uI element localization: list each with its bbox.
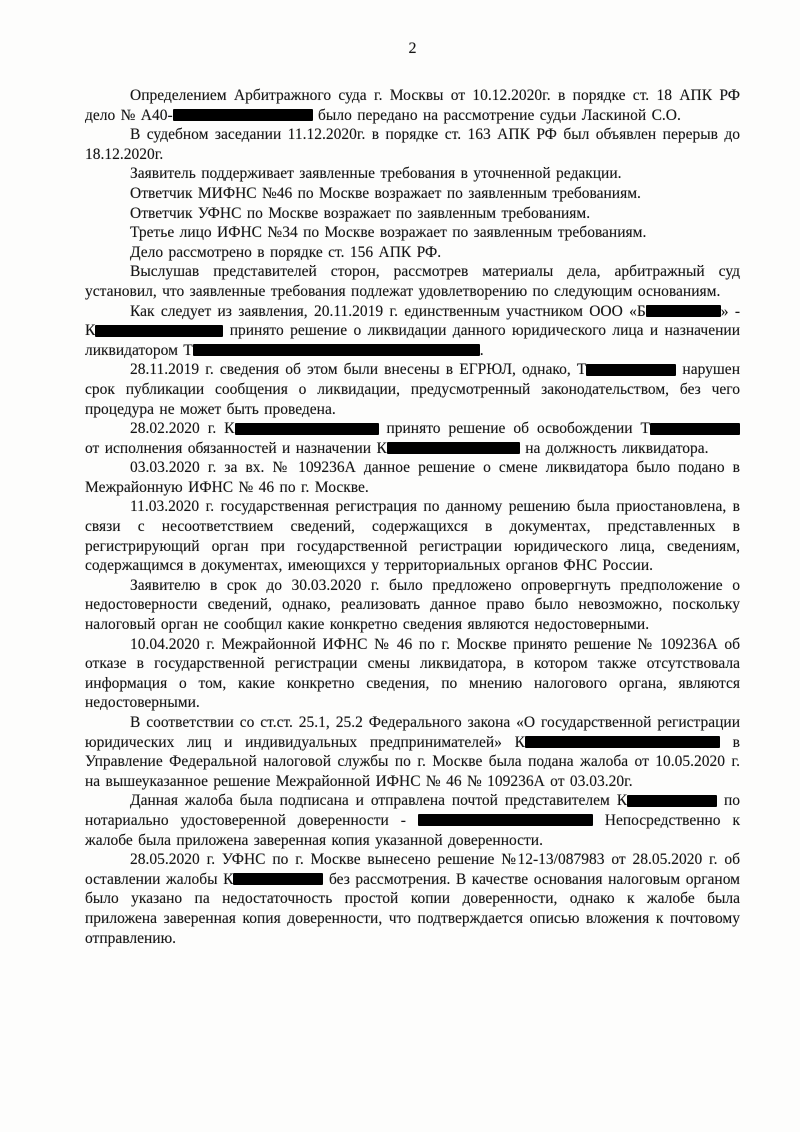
paragraph: 28.02.2020 г. К принято решение об освобождении Т от исполнения обязанностей и назначении К на должность ликвидатора.: [85, 419, 740, 458]
paragraph: Ответчик МИФНС №46 по Москве возражает по заявленным требованиям.: [130, 184, 641, 202]
document-body: [85, 86, 740, 948]
page-number: 2: [408, 40, 417, 57]
redaction-bar: [586, 364, 676, 376]
paragraph: Заявителю в срок до 30.03.2020 г. было предложено опровергнуть предположение о недостоверности сведений, однако, реализовать данное право было невозможно, поскольку налоговый орган не сообщил какие конкретно сведения являются недостоверными.: [85, 576, 740, 634]
paragraph: 28.11.2019 г. сведения об этом были внесены в ЕГРЮЛ, однако, Т нарушен срок публикации сообщения о ликвидации, предусмотренный законодательством, без чего процедура не может быть проведена.: [85, 361, 740, 418]
paragraph: Определением Арбитражного суда г. Москвы от 10.12.2020г. в порядке ст. 18 АПК РФ дело № А40- было передано на рассмотрение судьи Ласкиной С.О.: [85, 87, 740, 124]
paragraph: В соответствии со ст.ст. 25.1, 25.2 Федерального закона «О государственной регистрации юридических лиц и индивидуальных предпринимателей» К в Управление Федеральной налоговой службы по г. Москве была подана жалоба от 10.05.2020 г. на вышеуказанное решение Межрайонной ИФНС № 46 № 109236А от 03.03.20г.: [85, 714, 740, 790]
paragraph: Заявитель поддерживает заявленные требования в уточненной редакции.: [130, 165, 622, 183]
paragraph: Данная жалоба была подписана и отправлена почтой представителем К по нотариально удостоверенной доверенности - Непосредственно к жалобе была приложена заверенная копия указанной доверенности.: [85, 792, 741, 849]
paragraph: Ответчик УФНС по Москве возражает по заявленным требованиям.: [130, 204, 591, 222]
redaction-bar: [193, 344, 480, 356]
redaction-bar: [235, 423, 379, 435]
paragraph: 03.03.2020 г. за вх. № 109236А данное решение о смене ликвидатора было подано в Межрайонную ИФНС № 46 по г. Москве.: [85, 459, 740, 496]
paragraph: Дело рассмотрено в порядке ст. 156 АПК РФ.: [130, 243, 442, 261]
paragraph: 28.05.2020 г. УФНС по г. Москве вынесено решение №12-13/087983 от 28.05.2020 г. об оставлении жалобы К без рассмотрения. В качестве основания налоговым органом было указано па недостаточность простой копии доверенности, однако к жалобе была приложена заверенная копия доверенности, что подтверждается описью вложения к почтовому отправлению.: [85, 851, 740, 947]
paragraph: В судебном заседании 11.12.2020г. в порядке ст. 163 АПК РФ был объявлен перерыв до 18.12.2020г.: [85, 126, 740, 163]
paragraph: 11.03.2020 г. государственная регистрация по данному решению была приостановлена, в связи с несоответствием сведений, содержащихся в документах, представленных в регистрирующий орган при государственной регистрации юридического лица, сведениям, содержащимся в документах, имеющихся у территориальных органов ФНС России.: [85, 498, 740, 575]
redaction-bar: [646, 305, 721, 317]
paragraph: Как следует из заявления, 20.11.2019 г. единственным участником ООО «Б » - К принято решение о ликвидации данного юридического лица и назначении ликвидатором Т .: [85, 302, 740, 359]
redaction-bar: [173, 109, 313, 121]
redaction-bar: [387, 442, 520, 454]
redaction-bar: [95, 325, 223, 337]
redaction-bar: [418, 814, 593, 826]
content-column: [85, 40, 740, 948]
redaction-bar: [233, 873, 323, 885]
redaction-bar: [650, 423, 740, 435]
redaction-bar: [525, 736, 720, 748]
paragraph: Выслушав представителей сторон, рассмотрев материалы дела, арбитражный суд установил, что заявленные требования подлежат удовлетворению по следующим основаниям.: [85, 263, 740, 300]
paragraph: 10.04.2020 г. Межрайонной ИФНС № 46 по г. Москве принято решение № 109236А об отказе в государственной регистрации смены ликвидатора, в котором также отсутствовала информация о том, какие конкретно сведения, по мнению налогового органа, являются недостоверными.: [85, 635, 740, 712]
redaction-bar: [627, 795, 717, 807]
paragraph: Третье лицо ИФНС №34 по Москве возражает по заявленным требованиям.: [130, 224, 647, 242]
